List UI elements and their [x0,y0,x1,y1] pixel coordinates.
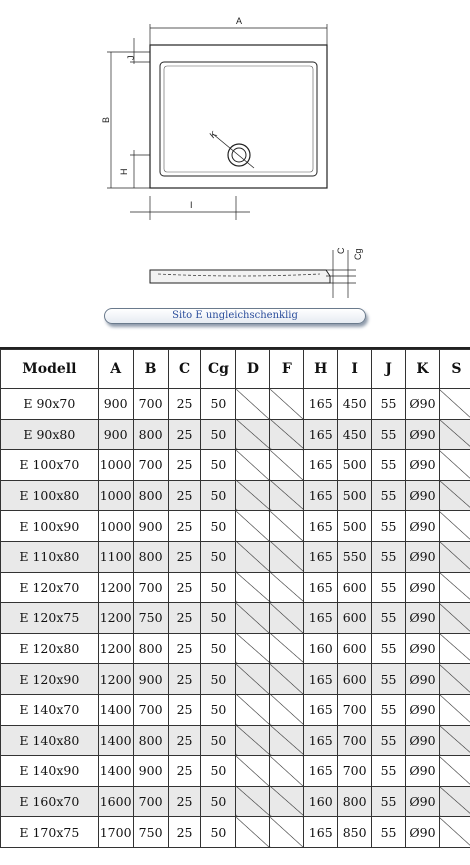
table-row [1,694,470,725]
table-cell-not-applicable [439,725,470,756]
table-cell-not-applicable [270,572,304,603]
table-cell: 25 [168,480,201,511]
table-cell: E 160x70 [1,786,99,817]
table-cell: E 120x75 [1,603,99,634]
table-cell: 55 [372,725,406,756]
table-cell: 25 [168,664,201,695]
table-cell-not-applicable [270,725,304,756]
table-cell-not-applicable [236,725,270,756]
table-cell: 800 [133,633,168,664]
column-header-b: B [133,350,168,389]
table-cell-not-applicable [439,389,470,420]
table-cell: 50 [201,572,236,603]
table-cell: 25 [168,603,201,634]
table-cell-not-applicable [236,756,270,787]
table-cell-not-applicable [236,817,270,848]
table-cell: 600 [338,603,372,634]
table-cell: E 120x90 [1,664,99,695]
table-cell: Ø90 [406,817,440,848]
table-cell: 55 [372,572,406,603]
table-cell: 165 [304,389,338,420]
table-cell: 900 [133,664,168,695]
table-cell: E 140x90 [1,756,99,787]
table-cell-not-applicable [236,511,270,542]
table-cell: Ø90 [406,786,440,817]
table-cell: 800 [338,786,372,817]
table-cell-not-applicable [270,786,304,817]
table-cell: 160 [304,633,338,664]
table-cell: 50 [201,480,236,511]
table-cell-not-applicable [270,756,304,787]
table-cell-not-applicable [270,603,304,634]
table-cell: Ø90 [406,725,440,756]
table-cell-not-applicable [236,633,270,664]
column-header-k: K [406,350,440,389]
table-cell: 55 [372,633,406,664]
spec-table-container [0,347,470,865]
table-row [1,725,470,756]
table-row [1,511,470,542]
table-cell: 50 [201,756,236,787]
table-header-row [1,350,470,389]
table-cell: 1000 [98,450,133,481]
tray-profile [150,270,330,283]
table-cell: 1200 [98,572,133,603]
table-cell-not-applicable [439,694,470,725]
table-cell: 25 [168,511,201,542]
table-cell: 50 [201,603,236,634]
table-cell: 165 [304,756,338,787]
table-cell-not-applicable [439,756,470,787]
table-cell-not-applicable [439,572,470,603]
table-body [1,389,470,848]
column-header-cg: Cg [201,350,236,389]
table-cell-not-applicable [236,541,270,572]
table-cell: 55 [372,756,406,787]
table-cell: 1700 [98,817,133,848]
table-cell-not-applicable [439,786,470,817]
table-cell: 700 [133,572,168,603]
table-cell: 1000 [98,511,133,542]
table-cell: 1200 [98,664,133,695]
table-cell: 165 [304,450,338,481]
table-row [1,664,470,695]
table-cell: 700 [133,450,168,481]
table-cell: 800 [133,725,168,756]
table-cell: 1200 [98,603,133,634]
table-cell-not-applicable [270,633,304,664]
table-cell: 450 [338,419,372,450]
table-cell: 700 [338,694,372,725]
table-row [1,633,470,664]
spec-table [0,349,470,848]
table-cell: E 120x80 [1,633,99,664]
table-cell: Ø90 [406,664,440,695]
table-cell: 700 [133,694,168,725]
table-cell: 165 [304,511,338,542]
table-cell: E 100x90 [1,511,99,542]
table-cell: 700 [338,725,372,756]
table-cell: 1600 [98,786,133,817]
column-header-s: S [439,350,470,389]
table-cell-not-applicable [236,480,270,511]
table-cell: Ø90 [406,389,440,420]
dim-label-i: I [190,200,193,210]
table-cell: 55 [372,664,406,695]
table-cell-not-applicable [439,603,470,634]
table-cell: 55 [372,419,406,450]
column-header-a: A [98,350,133,389]
table-cell: 55 [372,541,406,572]
dim-label-c: C [336,247,346,254]
table-cell: Ø90 [406,603,440,634]
table-cell-not-applicable [270,694,304,725]
table-cell: 165 [304,572,338,603]
table-cell: 165 [304,817,338,848]
table-cell: 50 [201,511,236,542]
table-cell: 160 [304,786,338,817]
table-cell-not-applicable [270,541,304,572]
table-cell: 700 [338,756,372,787]
table-cell: 55 [372,450,406,481]
table-cell-not-applicable [270,664,304,695]
table-cell: Ø90 [406,450,440,481]
table-cell-not-applicable [236,419,270,450]
column-header-j: J [372,350,406,389]
table-cell: 800 [133,419,168,450]
table-cell: 600 [338,633,372,664]
table-cell: 500 [338,480,372,511]
table-cell: 55 [372,389,406,420]
column-header-c: C [168,350,201,389]
technical-drawing [0,0,470,345]
table-cell: 1400 [98,694,133,725]
table-cell: 50 [201,419,236,450]
table-cell: 50 [201,664,236,695]
table-cell-not-applicable [439,633,470,664]
table-cell: 1200 [98,633,133,664]
table-cell: E 140x80 [1,725,99,756]
table-cell-not-applicable [439,419,470,450]
table-cell: 25 [168,756,201,787]
table-cell: 1400 [98,756,133,787]
table-cell: 165 [304,480,338,511]
dim-label-cg: Cg [353,248,363,260]
table-cell-not-applicable [439,480,470,511]
table-cell: 900 [98,389,133,420]
table-cell-not-applicable [270,480,304,511]
table-cell-not-applicable [270,389,304,420]
dim-label-k: K [208,129,219,141]
table-cell-not-applicable [236,389,270,420]
table-cell: Ø90 [406,419,440,450]
table-cell: 750 [133,817,168,848]
table-cell-not-applicable [439,664,470,695]
table-cell: 900 [133,511,168,542]
table-cell-not-applicable [439,541,470,572]
table-cell: 55 [372,694,406,725]
table-cell: 750 [133,603,168,634]
table-cell: 1400 [98,725,133,756]
table-cell: 165 [304,694,338,725]
table-cell-not-applicable [439,817,470,848]
table-cell: 55 [372,786,406,817]
table-cell: 25 [168,389,201,420]
table-cell-not-applicable [236,694,270,725]
table-cell: 50 [201,694,236,725]
table-row [1,817,470,848]
table-cell-not-applicable [236,786,270,817]
table-cell: 600 [338,664,372,695]
table-row [1,572,470,603]
table-cell: 500 [338,450,372,481]
table-cell: 55 [372,480,406,511]
column-header-f: F [270,350,304,389]
column-header-h: H [304,350,338,389]
table-cell-not-applicable [270,817,304,848]
column-header-modell: Modell [1,350,99,389]
column-header-d: D [236,350,270,389]
table-cell: 25 [168,633,201,664]
table-cell: 55 [372,817,406,848]
table-cell-not-applicable [236,664,270,695]
table-row [1,603,470,634]
table-cell: 700 [133,389,168,420]
table-cell: Ø90 [406,633,440,664]
table-cell: E 90x70 [1,389,99,420]
table-cell: 50 [201,786,236,817]
table-cell: 165 [304,541,338,572]
table-cell: 50 [201,450,236,481]
table-cell: Ø90 [406,572,440,603]
table-cell: 25 [168,694,201,725]
table-cell: 1000 [98,480,133,511]
column-header-i: I [338,350,372,389]
table-cell-not-applicable [236,603,270,634]
table-row [1,419,470,450]
table-cell: E 120x70 [1,572,99,603]
table-cell: 800 [133,541,168,572]
table-cell: 25 [168,786,201,817]
table-row [1,541,470,572]
table-cell: 25 [168,419,201,450]
table-cell: 50 [201,817,236,848]
table-cell: 50 [201,389,236,420]
table-cell: 165 [304,419,338,450]
table-row [1,786,470,817]
table-cell: 500 [338,511,372,542]
table-cell: 550 [338,541,372,572]
product-caption: Sito E ungleichschenklig [104,308,366,324]
table-cell-not-applicable [270,450,304,481]
table-cell: 25 [168,572,201,603]
table-cell: 165 [304,664,338,695]
table-row [1,480,470,511]
table-cell: 450 [338,389,372,420]
table-cell: Ø90 [406,756,440,787]
dim-label-a: A [236,16,242,26]
table-cell-not-applicable [439,511,470,542]
table-cell: 600 [338,572,372,603]
table-cell: 850 [338,817,372,848]
table-cell-not-applicable [236,572,270,603]
table-cell: Ø90 [406,541,440,572]
table-cell: E 100x80 [1,480,99,511]
table-row [1,450,470,481]
table-cell: E 110x80 [1,541,99,572]
table-cell: 900 [133,756,168,787]
table-cell: 25 [168,541,201,572]
table-cell: Ø90 [406,480,440,511]
table-cell: 800 [133,480,168,511]
table-cell: 25 [168,450,201,481]
dim-label-j: J [126,56,136,61]
table-cell: 165 [304,725,338,756]
dim-label-h: H [119,169,129,176]
table-cell: E 170x75 [1,817,99,848]
table-cell: E 140x70 [1,694,99,725]
table-cell: 50 [201,541,236,572]
table-row [1,756,470,787]
table-cell-not-applicable [270,419,304,450]
table-cell: Ø90 [406,511,440,542]
table-cell: 25 [168,817,201,848]
table-cell: 25 [168,725,201,756]
table-cell: 165 [304,603,338,634]
table-cell: Ø90 [406,694,440,725]
table-cell: 50 [201,725,236,756]
table-cell: E 90x80 [1,419,99,450]
table-cell: 700 [133,786,168,817]
table-cell: 55 [372,603,406,634]
table-cell: E 100x70 [1,450,99,481]
table-cell: 900 [98,419,133,450]
table-cell: 55 [372,511,406,542]
table-cell-not-applicable [270,511,304,542]
table-cell: 1100 [98,541,133,572]
table-cell: 50 [201,633,236,664]
dim-label-b: B [101,117,111,123]
table-row [1,389,470,420]
table-cell-not-applicable [439,450,470,481]
table-cell-not-applicable [236,450,270,481]
